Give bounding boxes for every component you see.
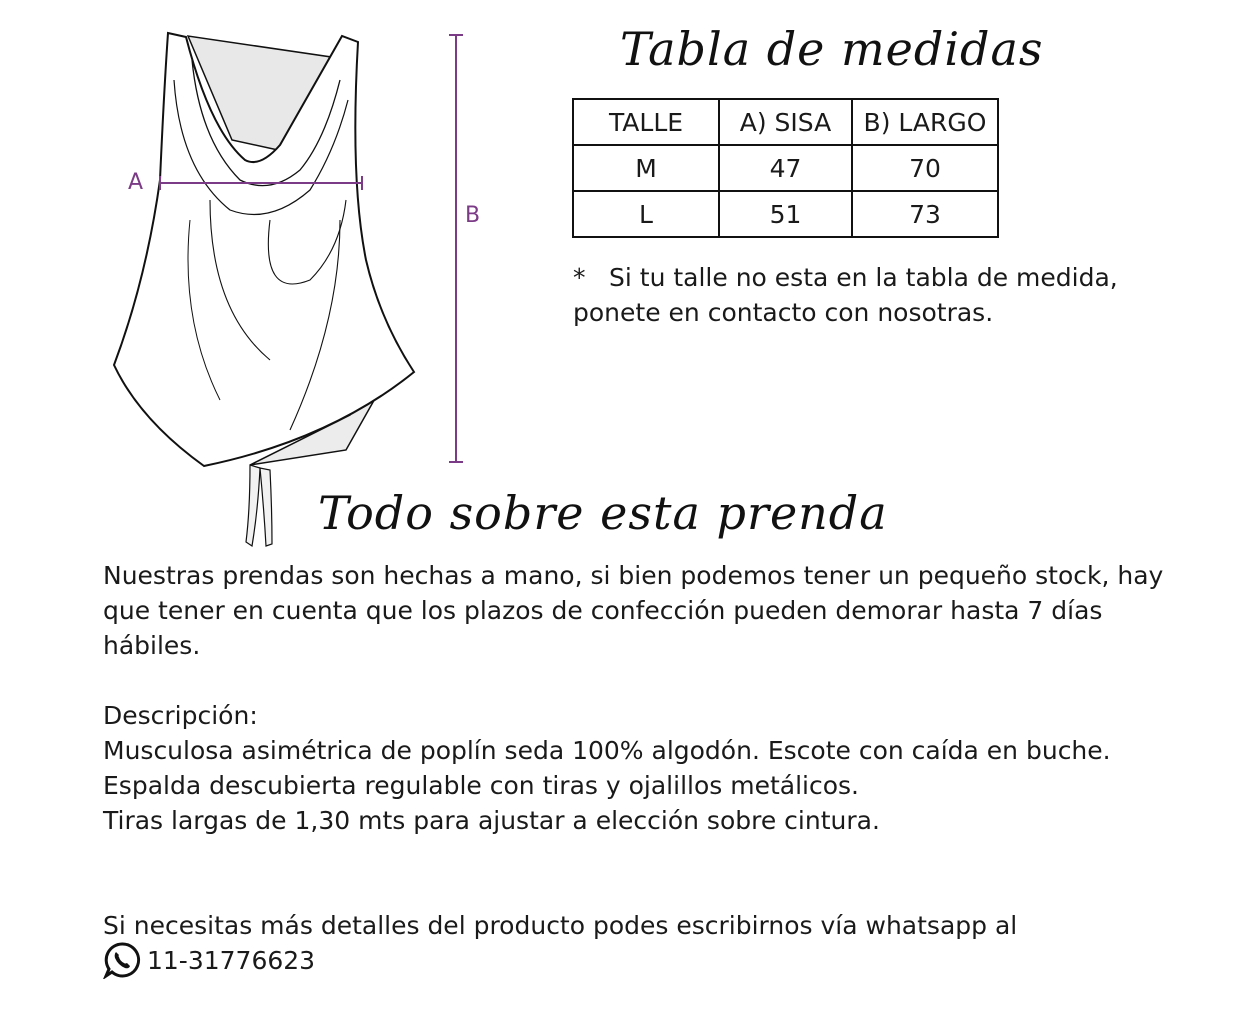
size-table-note — [573, 260, 1193, 330]
intro-paragraph — [103, 558, 1213, 663]
note-line-1: Si tu talle no esta en la tabla de medida, — [609, 263, 1118, 292]
table-header-row — [573, 99, 998, 145]
table-cell: 47 — [719, 145, 852, 191]
size-table — [572, 98, 999, 238]
phone-number[interactable]: 11-31776623 — [147, 945, 316, 975]
intro-line: hábiles. — [103, 631, 201, 660]
description-text — [103, 733, 1213, 838]
size-table-title: Tabla de medidas — [620, 22, 1044, 76]
whatsapp-contact[interactable] — [103, 941, 315, 979]
table-cell: 73 — [852, 191, 998, 237]
table-row — [573, 145, 998, 191]
description-line: Tiras largas de 1,30 mts para ajustar a elección sobre cintura. — [103, 806, 880, 835]
description-line: Espalda descubierta regulable con tiras y ojalillos metálicos. — [103, 771, 859, 800]
table-cell: 51 — [719, 191, 852, 237]
table-cell: M — [573, 145, 719, 191]
dimension-b-label: B — [465, 203, 481, 228]
garment-illustration — [100, 20, 520, 560]
intro-line: Nuestras prendas son hechas a mano, si bien podemos tener un pequeño stock, hay — [103, 561, 1164, 590]
description-heading: Descripción: — [103, 701, 258, 730]
contact-text: Si necesitas más detalles del producto podes escribirnos vía whatsapp al — [103, 911, 1018, 940]
header-sisa: A) SISA — [719, 99, 852, 145]
table-cell: 70 — [852, 145, 998, 191]
table-cell: L — [573, 191, 719, 237]
note-asterisk: * — [573, 263, 586, 292]
description-line: Musculosa asimétrica de poplín seda 100% algodón. Escote con caída en buche. — [103, 736, 1111, 765]
table-row — [573, 191, 998, 237]
note-line-2: ponete en contacto con nosotras. — [573, 298, 994, 327]
header-talle: TALLE — [573, 99, 719, 145]
intro-line: que tener en cuenta que los plazos de confección pueden demorar hasta 7 días — [103, 596, 1103, 625]
whatsapp-icon — [103, 941, 141, 979]
dimension-a-label: A — [128, 170, 144, 195]
details-title: Todo sobre esta prenda — [318, 486, 888, 540]
header-largo: B) LARGO — [852, 99, 998, 145]
